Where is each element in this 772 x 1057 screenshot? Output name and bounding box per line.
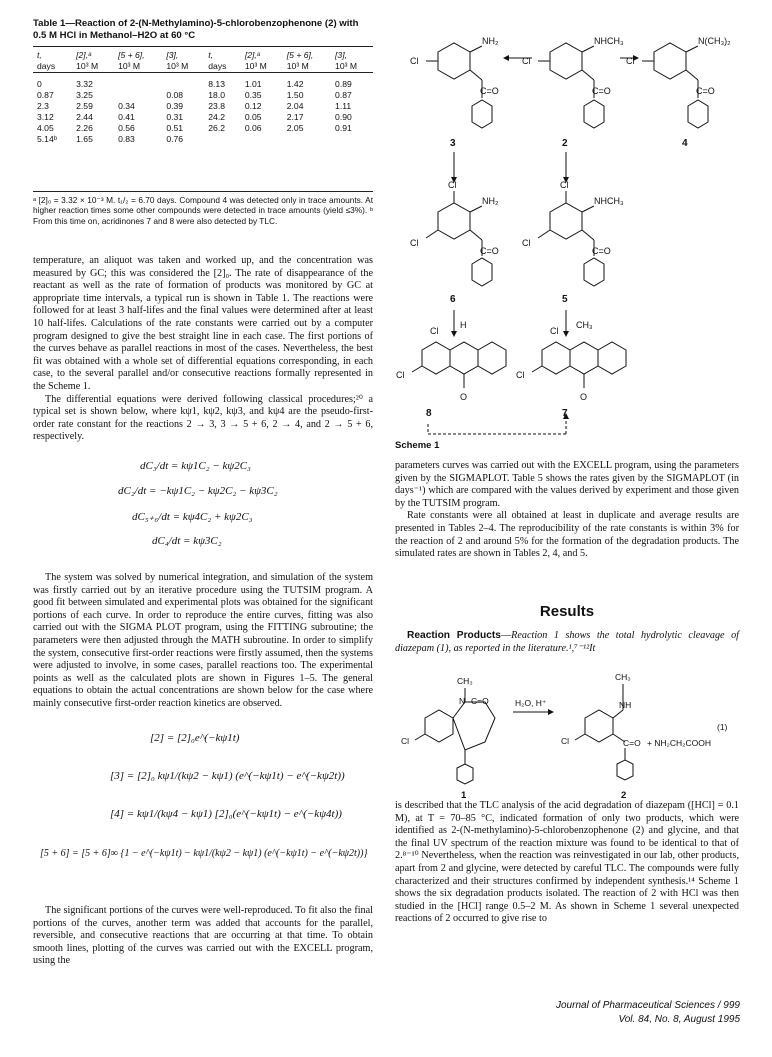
equation-d2: dC₂/dt = −kψ1C₂ − kψ2C₂ − kψ3C₂ xyxy=(118,485,278,497)
table-row xyxy=(33,101,373,112)
table-cell: 3.25 xyxy=(76,90,93,100)
right-column-top xyxy=(395,460,739,561)
table-header-cell: [5 + 6], xyxy=(286,50,314,60)
group-label: Cl xyxy=(561,736,570,746)
table-cell: 0.34 xyxy=(118,101,135,111)
compound-number: 2 xyxy=(621,790,627,800)
group-label: C=O xyxy=(471,696,489,706)
table-header-cell: [2],ᵃ xyxy=(244,50,260,60)
group-label: C=O xyxy=(480,246,499,256)
table-cell: 2.3 xyxy=(37,101,49,111)
group-label: Cl xyxy=(396,370,405,380)
group-label: Cl xyxy=(626,56,635,66)
table-header-cell: t, xyxy=(37,50,42,60)
equation-d4: dC₄/dt = kψ3C₂ xyxy=(152,535,222,547)
table-header-cell: [3], xyxy=(166,50,179,60)
group-label: N(CH₃)₂ xyxy=(698,36,731,46)
table-row xyxy=(33,134,373,145)
compound-number: 4 xyxy=(682,138,688,149)
group-label: Cl xyxy=(560,180,569,190)
table-cell: 3.12 xyxy=(37,112,54,122)
subsection-lead: Reaction Products xyxy=(407,630,501,641)
table-row xyxy=(33,112,373,123)
compound-number: 1 xyxy=(461,790,467,800)
group-label: C=O xyxy=(696,86,715,96)
table-cell xyxy=(241,134,283,145)
group-label: NHCH₃ xyxy=(594,36,624,46)
table-cell xyxy=(114,79,162,90)
table-header-unit: 10³ M xyxy=(335,61,358,71)
paragraph: The differential equations were derived following classical procedures;²⁰ a typical set is shown below, where kψ1, kψ2, kψ3, and kψ4 are the pseudo-first-order rate constant for the reactions 2 → 3, 3 → 5 + 6, 2 → 4, and 2 → 5 + 6, respectively. xyxy=(33,393,373,443)
table-cell: 0.08 xyxy=(166,90,184,100)
table-cell: 4.05 xyxy=(37,123,54,133)
equation-number: (1) xyxy=(717,722,728,732)
table-cell xyxy=(283,134,331,145)
table-cell: 0.31 xyxy=(166,112,184,122)
table-cell: 0.41 xyxy=(118,112,135,122)
table-header-unit: 10³ M xyxy=(244,61,267,71)
compound-number: 6 xyxy=(450,294,456,305)
compound-number: 7 xyxy=(562,408,568,419)
scheme-1-diagram xyxy=(392,10,752,440)
table-cell: 2.26 xyxy=(76,123,93,133)
group-label: Cl xyxy=(522,56,531,66)
group-label: O xyxy=(460,392,468,402)
table-cell: 0.90 xyxy=(335,112,352,122)
group-label: Cl xyxy=(522,238,531,248)
table-cell: 2.17 xyxy=(286,112,304,122)
table-cell xyxy=(331,134,373,145)
group-label: CH₃ xyxy=(457,676,473,686)
group-label: CH₃ xyxy=(576,320,593,330)
table-cell: 8.13 xyxy=(208,79,225,89)
group-label: H xyxy=(460,320,467,330)
table-cell xyxy=(162,79,204,90)
table-header-unit: 10³ M xyxy=(76,61,99,71)
table-header-unit: days xyxy=(37,61,56,71)
group-label: Cl xyxy=(410,238,419,248)
group-label: NH₂ xyxy=(482,36,499,46)
table-cell: 2.04 xyxy=(286,101,304,111)
table-row xyxy=(33,90,373,101)
table-cell: 0.39 xyxy=(166,101,184,111)
table-header-unit: days xyxy=(208,61,227,71)
group-label: O xyxy=(580,392,588,402)
equation-g1: [2] = [2]₀e^(−kψ1t) xyxy=(150,732,240,744)
group-label: NH₂ xyxy=(482,196,499,206)
paragraph: is described that the TLC analysis of the acid degradation of diazepam ([HCl] = 0.1 M), at T = 70–85 °C, indicated formation of only two products, which were identified as 2-(N-methylamino)-5-chlorobenzophenone (2) and glycine, and that the final UV spectrum of the reaction mixture was found to be identical to that of 2.⁸⁻¹⁰ Nevertheless, when the reaction was reinvestigated in our lab, other products, apart from 2 and glycine, were detected by careful TLC. The compounds were fully characterized and their structures confirmed by independent synthesis.¹⁴ Scheme 1 shows the six degradation products isolated. The reaction of 2 with HCl was then studied in the [HCl] range 0.5–2 M. As shown in Scheme 1 several unexpected reactions of 2 occurred to give rise to xyxy=(395,800,739,925)
table-footnote: ᵃ [2]₀ = 3.32 × 10⁻³ M. t₁/₂ = 6.70 days. Compound 4 was detected only in trace amounts. At higher reaction times some other compounds were detected in trace amounts (yield ≤3%). ᵇ From this time on, acridinones 7 and 8 were also detected by TLC. xyxy=(33,195,373,226)
table-header-cell: t, xyxy=(208,50,214,60)
table-header-unit: 10³ M xyxy=(118,61,141,71)
group-label: C=O xyxy=(592,86,611,96)
group-label: C=O xyxy=(480,86,499,96)
scheme-label: Scheme 1 xyxy=(395,440,440,451)
table-cell: 0 xyxy=(37,79,42,89)
group-label: Cl xyxy=(516,370,525,380)
table-cell xyxy=(114,90,162,101)
paragraph: The system was solved by numerical integration, and simulation of the system was firstly carried out by an iterative procedure using the TUTSIM program. A good fit between simulated and experimental plots was obtained for the significant portions of each curve. In order to reproduce the entire curves, fitting was also carried out with the SIGMA PLOT program, using the FITTING subroutine; the parameters were then adjusted through the MATH subroutine. In order to simplify the system, consecutive first-order reactions were firstly assumed, then the systems were adjusted to involve, in some cases, parallel reactions too. The experimental points as well as the calculated plots are shown in Figures 1–5. The general equations to obtain the actual concentrations are shown below for the case where mainly consecutive first-order reaction kinetics are observed. xyxy=(33,572,373,709)
volume-footer: Vol. 84, No. 8, August 1995 xyxy=(618,1014,740,1025)
table-cell: 0.12 xyxy=(244,101,262,111)
compound-number: 8 xyxy=(426,408,432,419)
table-header-cell: [2],ᵃ xyxy=(76,50,92,60)
reaction-1-diagram xyxy=(395,660,739,800)
table-1 xyxy=(33,50,373,145)
table-cell: 1.01 xyxy=(244,79,262,89)
group-label: Cl xyxy=(550,326,559,336)
table-cell: 0.89 xyxy=(335,79,352,89)
table-header-cell: [5 + 6], xyxy=(118,50,145,60)
equation-g3: [4] = kψ1/(kψ4 − kψ1) [2]₀(e^(−kψ1t) − e^(−kψ4t)) xyxy=(110,808,342,820)
table-cell: 1.42 xyxy=(286,79,304,89)
paragraph: temperature, an aliquot was taken and worked up, and the concentration was measured by GC; this was considered the [2]₀. The rate of disappearance of the reactant as well as the rate of formation of products was monitored by GC at appropriate time intervals, a typical run is shown in Table 1. The reactions were followed for at least 3 half-lifes and the final values were determined after at least 10 half-lifes. Calculations of the rate constants were carried out by a computer program designed to give the best straight line in each case. The first portions of the curves behave as parallel reactions in most of the cases. Nevertheless, the best fit was obtained with a whole set of differential equations corresponding, in each case, to the several parallel and/or consecutive reactions formally represented in the Scheme 1. xyxy=(33,255,373,392)
left-column-bottom xyxy=(33,905,373,968)
table-header-unit: 10³ M xyxy=(166,61,189,71)
group-label: Cl xyxy=(448,180,457,190)
compound-7-structure xyxy=(532,342,626,388)
table-cell: 0.06 xyxy=(244,123,262,133)
table-cell: 2.44 xyxy=(76,112,93,122)
table-cell: 1.65 xyxy=(76,134,93,144)
group-label: C=O xyxy=(623,738,641,748)
group-label: Cl xyxy=(401,736,410,746)
right-column-bottom xyxy=(395,800,739,926)
journal-footer: Journal of Pharmaceutical Sciences / 999 xyxy=(556,1000,740,1011)
product-extra: + NH₂CH₂COOH xyxy=(647,738,711,748)
table-cell: 2.59 xyxy=(76,101,93,111)
compound-number: 2 xyxy=(562,138,568,149)
table-cell: 23.8 xyxy=(208,101,225,111)
right-column-results: Reaction Products—Reaction 1 shows the total hydrolytic cleavage of diazepam (1), as reported in the literature.¹,⁷⁻¹²It xyxy=(395,630,739,654)
table-cell: 0.87 xyxy=(335,90,352,100)
paragraph: The significant portions of the curves were well-reproduced. To fit also the final portions of the curves, another term was added that accounts for the parallel, reversible, and consecutive reactions that are occurring at that time. To obtain smooth lines, plotting of the curves was carried out with the EXCELL program, using the xyxy=(33,905,373,967)
group-label: NHCH₃ xyxy=(594,196,624,206)
table-cell: 5.14ᵇ xyxy=(37,134,57,144)
section-heading: Results xyxy=(539,603,595,620)
table-cell: 18.0 xyxy=(208,90,225,100)
left-column-top xyxy=(33,255,373,444)
equation-d1: dC₃/dt = kψ1C₂ − kψ2C₃ xyxy=(140,460,251,472)
table-bottom-rule xyxy=(33,191,373,192)
table-cell xyxy=(204,134,241,145)
group-label: Cl xyxy=(410,56,419,66)
equation-d3: dC₅₊₆/dt = kψ4C₂ + kψ2C₃ xyxy=(132,511,253,523)
table-cell: 0.35 xyxy=(244,90,262,100)
table-cell: 0.05 xyxy=(244,112,262,122)
table-cell: 1.50 xyxy=(286,90,304,100)
table-cell: 1.11 xyxy=(335,101,352,111)
group-label: NH xyxy=(619,700,632,710)
table-header-cell: [3], xyxy=(335,50,347,60)
table-cell: 0.83 xyxy=(118,134,135,144)
equation-g2: [3] = [2]₀ kψ1/(kψ2 − kψ1) (e^(−kψ1t) − e^(−kψ2t)) xyxy=(110,770,345,782)
table-cell: 2.05 xyxy=(286,123,304,133)
group-label: Cl xyxy=(430,326,439,336)
paragraph: parameters curves was carried out with the EXCELL program, using the parameters given by the SIGMAPLOT. Table 5 shows the rates given by the SIGMAPLOT (in days⁻¹) which are compared with the values derived by experiment and those given by the TUTSIM program. xyxy=(395,460,739,509)
table-cell: 0.51 xyxy=(166,123,184,133)
table-cell: 26.2 xyxy=(208,123,225,133)
table-top-rule xyxy=(33,46,373,47)
left-column-middle xyxy=(33,572,373,711)
compound-number: 3 xyxy=(450,138,456,149)
paragraph: Rate constants were all obtained at least in duplicate and average results are presented in Tables 2–4. The reproducibility of the rate constants is within 3% for the reaction of 2 and around 5% for the formation of the degradation products. The simulated rates are shown in Tables 2, 4, and 5. xyxy=(395,510,739,560)
table-cell: 0.56 xyxy=(118,123,135,133)
compound-8-structure xyxy=(412,342,506,388)
table-cell: 0.76 xyxy=(166,134,184,144)
compound-number: 5 xyxy=(562,294,568,305)
equation-g4: [5 + 6] = [5 + 6]∞ {1 − e^(−kψ1t) − kψ1/(kψ2 − kψ1) (e^(−kψ1t) − e^(−kψ2t))} xyxy=(40,848,368,859)
table-cell: 24.2 xyxy=(208,112,225,122)
group-label: N xyxy=(459,696,466,706)
table-row xyxy=(33,79,373,90)
group-label: CH₃ xyxy=(615,672,631,682)
table-caption: Table 1—Reaction of 2-(N-Methylamino)-5-chlorobenzophenone (2) with 0.5 M HCl in Methanol–H2O at 60 °C xyxy=(33,18,359,41)
table-row xyxy=(33,123,373,134)
group-label: C=O xyxy=(592,246,611,256)
paragraph: Reaction 1 shows the total hydrolytic cleavage of diazepam (1), as reported in the literature.¹,⁷⁻¹²It xyxy=(395,630,739,654)
reaction-conditions: H₂O, H⁺ xyxy=(515,698,547,708)
table-header-unit: 10³ M xyxy=(286,61,309,71)
table-cell: 0.91 xyxy=(335,123,352,133)
table-cell: 0.87 xyxy=(37,90,54,100)
table-cell: 3.32 xyxy=(76,79,93,89)
